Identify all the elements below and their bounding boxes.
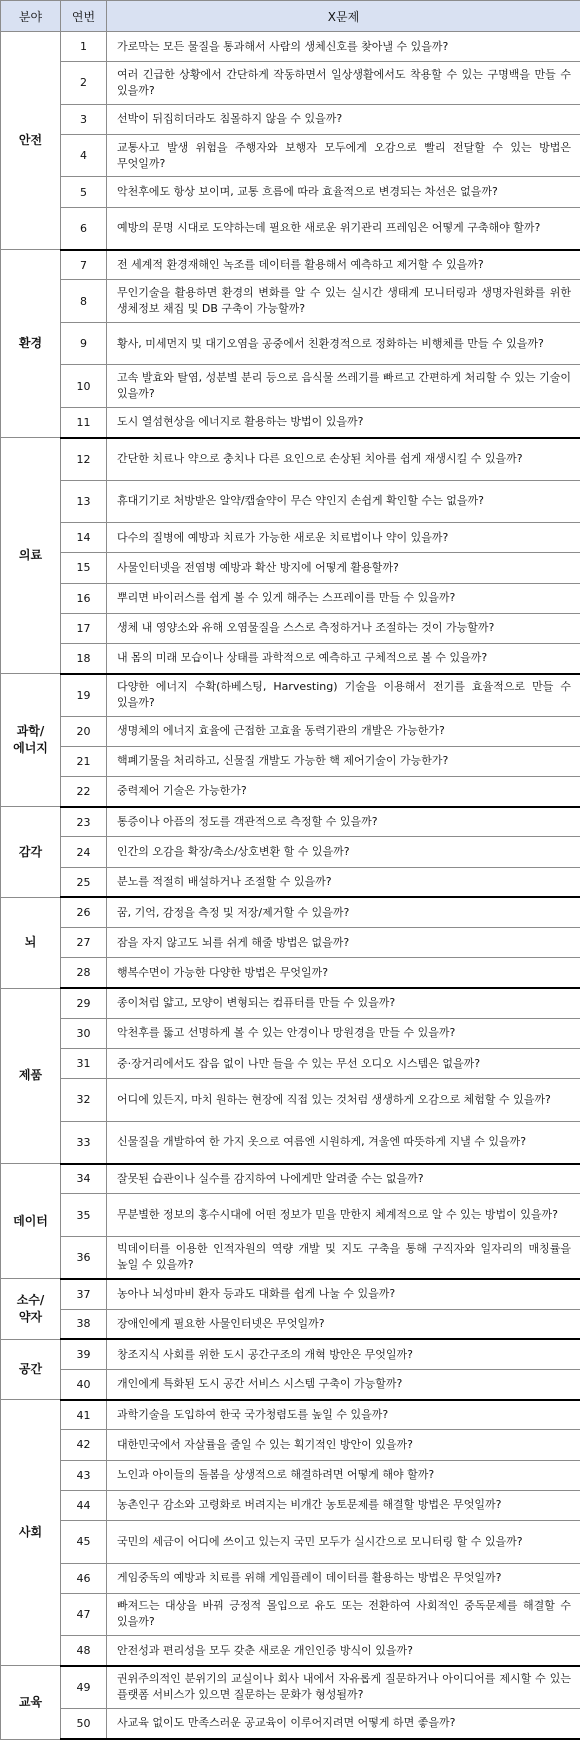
row-number: 26 [61, 897, 107, 927]
table-row [1, 365, 580, 408]
table-row [1, 322, 580, 365]
problem-text: 예방의 문명 시대로 도약하는데 필요한 새로운 위기관리 프레임은 어떻게 구축해야 할까? [107, 207, 580, 250]
header-problem: X문제 [107, 1, 580, 32]
problem-text: 고속 발효와 탈염, 성분별 분리 등으로 음식물 쓰레기를 빠르고 간편하게 처리할 수 있는 기술이 있을까? [107, 365, 580, 408]
row-number: 6 [61, 207, 107, 250]
problem-text: 잠을 자지 않고도 뇌를 쉬게 해줄 방법은 없을까? [107, 928, 580, 958]
row-number: 18 [61, 643, 107, 673]
table-row [1, 207, 580, 250]
row-number: 9 [61, 322, 107, 365]
row-number: 5 [61, 177, 107, 207]
problem-text: 분노를 적절히 배설하거나 조절할 수 있을까? [107, 867, 580, 897]
problem-text: 중·장거리에서도 잡음 없이 나만 들을 수 있는 무선 오디오 시스템은 없을까? [107, 1048, 580, 1078]
row-number: 37 [61, 1279, 107, 1309]
table-row [1, 1369, 580, 1399]
row-number: 36 [61, 1236, 107, 1279]
row-number: 8 [61, 280, 107, 323]
row-number: 16 [61, 583, 107, 613]
problem-text: 무분별한 정보의 홍수시대에 어떤 정보가 믿을 만한지 체계적으로 알 수 있는 방법이 있을까? [107, 1194, 580, 1237]
table-row [1, 553, 580, 583]
table-row [1, 62, 580, 105]
table-row [1, 1636, 580, 1666]
table-row [1, 1236, 580, 1279]
problem-text: 창조지식 사회를 위한 도시 공간구조의 개혁 방안은 무엇일까? [107, 1339, 580, 1369]
table-row [1, 1018, 580, 1048]
problem-text: 무인기술을 활용하면 환경의 변화를 알 수 있는 실시간 생태계 모니터링과 생명자원화를 위한 생체정보 채집 및 DB 구축이 가능할까? [107, 280, 580, 323]
category-cell: 공간 [1, 1339, 61, 1399]
table-row [1, 1194, 580, 1237]
row-number: 12 [61, 438, 107, 481]
row-number: 14 [61, 523, 107, 553]
table-row [1, 177, 580, 207]
table-row [1, 746, 580, 776]
table-row [1, 1708, 580, 1739]
table-row [1, 104, 580, 134]
problem-text: 교통사고 발생 위험을 주행자와 보행자 모두에게 오감으로 빨리 전달할 수 있는 방법은 무엇일까? [107, 134, 580, 177]
problem-text: 장애인에게 필요한 사물인터넷은 무엇일까? [107, 1309, 580, 1339]
category-cell: 감각 [1, 807, 61, 898]
problem-text: 어디에 있든지, 마치 원하는 현장에 직접 있는 것처럼 생생하게 오감으로 체험할 수 있을까? [107, 1079, 580, 1122]
table-row [1, 988, 580, 1018]
row-number: 25 [61, 867, 107, 897]
problem-text: 과학기술을 도입하여 한국 국가청렴도를 높일 수 있을까? [107, 1400, 580, 1430]
problem-text: 농촌인구 감소와 고령화로 버려지는 비개간 농토문제를 해결할 방법은 무엇일까? [107, 1490, 580, 1520]
problem-text: 개인에게 특화된 도시 공간 서비스 시스템 구축이 가능할까? [107, 1369, 580, 1399]
problem-text: 중력제어 기술은 가능한가? [107, 777, 580, 807]
row-number: 44 [61, 1490, 107, 1520]
problem-text: 종이처럼 얇고, 모양이 변형되는 컴퓨터를 만들 수 있을까? [107, 988, 580, 1018]
category-cell: 교육 [1, 1666, 61, 1739]
row-number: 4 [61, 134, 107, 177]
row-number: 21 [61, 746, 107, 776]
problem-text: 대한민국에서 자살률을 줄일 수 있는 획기적인 방안이 있을까? [107, 1430, 580, 1460]
table-row [1, 1666, 580, 1709]
problem-text: 악천후에도 항상 보이며, 교통 흐름에 따라 효율적으로 변경되는 차선은 없을까? [107, 177, 580, 207]
problem-text: 악천후를 뚫고 선명하게 볼 수 있는 안경이나 망원경을 만들 수 있을까? [107, 1018, 580, 1048]
row-number: 41 [61, 1400, 107, 1430]
row-number: 47 [61, 1593, 107, 1636]
table-row [1, 134, 580, 177]
problem-text: 뿌리면 바이러스를 쉽게 볼 수 있게 해주는 스프레이를 만들 수 있을까? [107, 583, 580, 613]
row-number: 34 [61, 1164, 107, 1194]
row-number: 49 [61, 1666, 107, 1709]
row-number: 31 [61, 1048, 107, 1078]
problem-text: 사물인터넷을 전염병 예방과 확산 방지에 어떻게 활용할까? [107, 553, 580, 583]
row-number: 28 [61, 958, 107, 988]
table-row [1, 1121, 580, 1164]
row-number: 32 [61, 1079, 107, 1122]
table-body [1, 32, 580, 1740]
problem-text: 간단한 치료나 약으로 충치나 다른 요인으로 손상된 치아를 쉽게 재생시킬 수 있을까? [107, 438, 580, 481]
row-number: 30 [61, 1018, 107, 1048]
category-cell: 환경 [1, 250, 61, 438]
table-row [1, 807, 580, 837]
table-row [1, 1460, 580, 1490]
table-row [1, 1048, 580, 1078]
problem-text: 빠져드는 대상을 바꿔 긍정적 몰입으로 유도 또는 전환하여 사회적인 중독문제를 해결할 수 있을까? [107, 1593, 580, 1636]
category-cell: 제품 [1, 988, 61, 1164]
row-number: 40 [61, 1369, 107, 1399]
problem-text: 행복수면이 가능한 다양한 방법은 무엇일까? [107, 958, 580, 988]
row-number: 19 [61, 674, 107, 717]
table-row [1, 674, 580, 717]
table-row [1, 1309, 580, 1339]
table-row [1, 250, 580, 280]
problem-text: 핵폐기물을 처리하고, 신물질 개발도 가능한 핵 제어기술이 가능한가? [107, 746, 580, 776]
row-number: 48 [61, 1636, 107, 1666]
row-number: 17 [61, 613, 107, 643]
row-number: 7 [61, 250, 107, 280]
row-number: 20 [61, 716, 107, 746]
header-number: 연번 [61, 1, 107, 32]
table-row [1, 867, 580, 897]
problem-text: 국민의 세금이 어디에 쓰이고 있는지 국민 모두가 실시간으로 모니터링 할 수 있을까? [107, 1521, 580, 1564]
table-row [1, 1079, 580, 1122]
row-number: 43 [61, 1460, 107, 1490]
table-row [1, 1490, 580, 1520]
table-row [1, 1563, 580, 1593]
row-number: 24 [61, 837, 107, 867]
problem-text: 권위주의적인 분위기의 교실이나 회사 내에서 자유롭게 질문하거나 아이디어를 제시할 수 있는 플랫폼 서비스가 있으면 질문하는 문화가 형성될까? [107, 1666, 580, 1709]
table-row [1, 407, 580, 437]
category-cell: 뇌 [1, 897, 61, 988]
problem-text: 꿈, 기억, 감정을 측정 및 저장/제거할 수 있을까? [107, 897, 580, 927]
row-number: 35 [61, 1194, 107, 1237]
table-row [1, 897, 580, 927]
row-number: 11 [61, 407, 107, 437]
table-row [1, 1593, 580, 1636]
problem-text: 다양한 에너지 수확(하베스팅, Harvesting) 기술을 이용해서 전기를 효율적으로 만들 수 있을까? [107, 674, 580, 717]
table-row [1, 523, 580, 553]
problem-text: 여러 긴급한 상황에서 간단하게 작동하면서 일상생활에서도 착용할 수 있는 구명백을 만들 수 있을까? [107, 62, 580, 105]
row-number: 50 [61, 1708, 107, 1739]
problem-text: 사교육 없이도 만족스러운 공교육이 이루어지려면 어떻게 하면 좋을까? [107, 1708, 580, 1739]
problem-text: 가로막는 모든 물질을 통과해서 사람의 생체신호를 찾아낼 수 있을까? [107, 32, 580, 62]
row-number: 13 [61, 480, 107, 523]
problem-text: 인간의 오감을 확장/축소/상호변환 할 수 있을까? [107, 837, 580, 867]
header-row [1, 1, 580, 32]
problem-text: 빅데이터를 이용한 인적자원의 역량 개발 및 지도 구축을 통해 구직자와 일자리의 매칭률을 높일 수 있을까? [107, 1236, 580, 1279]
table-row [1, 1339, 580, 1369]
row-number: 2 [61, 62, 107, 105]
table-row [1, 32, 580, 62]
table-row [1, 1279, 580, 1309]
table-row [1, 777, 580, 807]
problem-text: 통증이나 아픔의 정도를 객관적으로 측정할 수 있을까? [107, 807, 580, 837]
table-row [1, 928, 580, 958]
row-number: 42 [61, 1430, 107, 1460]
table-row [1, 1164, 580, 1194]
category-cell: 과학/ 에너지 [1, 674, 61, 807]
category-cell: 의료 [1, 438, 61, 674]
category-cell: 소수/ 약자 [1, 1279, 61, 1339]
category-cell: 안전 [1, 32, 61, 250]
row-number: 33 [61, 1121, 107, 1164]
header-category: 분야 [1, 1, 61, 32]
row-number: 45 [61, 1521, 107, 1564]
problem-text: 선박이 뒤집히더라도 침몰하지 않을 수 있을까? [107, 104, 580, 134]
category-cell: 사회 [1, 1400, 61, 1666]
table-row [1, 583, 580, 613]
category-cell: 데이터 [1, 1164, 61, 1279]
table-row [1, 1430, 580, 1460]
table-row [1, 716, 580, 746]
problem-text: 생체 내 영양소와 유해 오염물질을 스스로 측정하거나 조절하는 것이 가능할까? [107, 613, 580, 643]
row-number: 38 [61, 1309, 107, 1339]
table-row [1, 958, 580, 988]
row-number: 10 [61, 365, 107, 408]
row-number: 23 [61, 807, 107, 837]
row-number: 15 [61, 553, 107, 583]
row-number: 29 [61, 988, 107, 1018]
row-number: 27 [61, 928, 107, 958]
problem-text: 안전성과 편리성을 모두 갖춘 새로운 개인인증 방식이 있을까? [107, 1636, 580, 1666]
table-row [1, 1400, 580, 1430]
row-number: 1 [61, 32, 107, 62]
table-row [1, 280, 580, 323]
problem-text: 황사, 미세먼지 및 대기오염을 공중에서 친환경적으로 정화하는 비행체를 만들 수 있을까? [107, 322, 580, 365]
problem-text: 휴대기기로 처방받은 알약/캡슐약이 무슨 약인지 손쉽게 확인할 수는 없을까? [107, 480, 580, 523]
problem-text: 농아나 뇌성마비 환자 등과도 대화를 쉽게 나눌 수 있을까? [107, 1279, 580, 1309]
table-row [1, 1521, 580, 1564]
problem-text: 다수의 질병에 예방과 치료가 가능한 새로운 치료법이나 약이 있을까? [107, 523, 580, 553]
table-row [1, 837, 580, 867]
table-header [1, 1, 580, 32]
problem-text: 신물질을 개발하여 한 가지 옷으로 여름엔 시원하게, 겨울엔 따뜻하게 지낼 수 있을까? [107, 1121, 580, 1164]
problem-text: 내 몸의 미래 모습이나 상태를 과학적으로 예측하고 구체적으로 볼 수 있을까? [107, 643, 580, 673]
problem-text: 생명체의 에너지 효율에 근접한 고효율 동력기관의 개발은 가능한가? [107, 716, 580, 746]
problem-text: 잘못된 습관이나 실수를 감지하여 나에게만 알려줄 수는 없을까? [107, 1164, 580, 1194]
table-row [1, 643, 580, 673]
row-number: 46 [61, 1563, 107, 1593]
row-number: 39 [61, 1339, 107, 1369]
row-number: 22 [61, 777, 107, 807]
problem-text: 게임중독의 예방과 치료를 위해 게임플레이 데이터를 활용하는 방법은 무엇일까? [107, 1563, 580, 1593]
table-row [1, 480, 580, 523]
problem-text: 전 세계적 환경재해인 녹조를 데이터를 활용해서 예측하고 제거할 수 있을까? [107, 250, 580, 280]
table-row [1, 613, 580, 643]
table-row [1, 438, 580, 481]
problem-text: 도시 열섬현상을 에너지로 활용하는 방법이 있을까? [107, 407, 580, 437]
row-number: 3 [61, 104, 107, 134]
problem-text: 노인과 아이들의 돌봄을 상생적으로 해결하려면 어떻게 해야 할까? [107, 1460, 580, 1490]
